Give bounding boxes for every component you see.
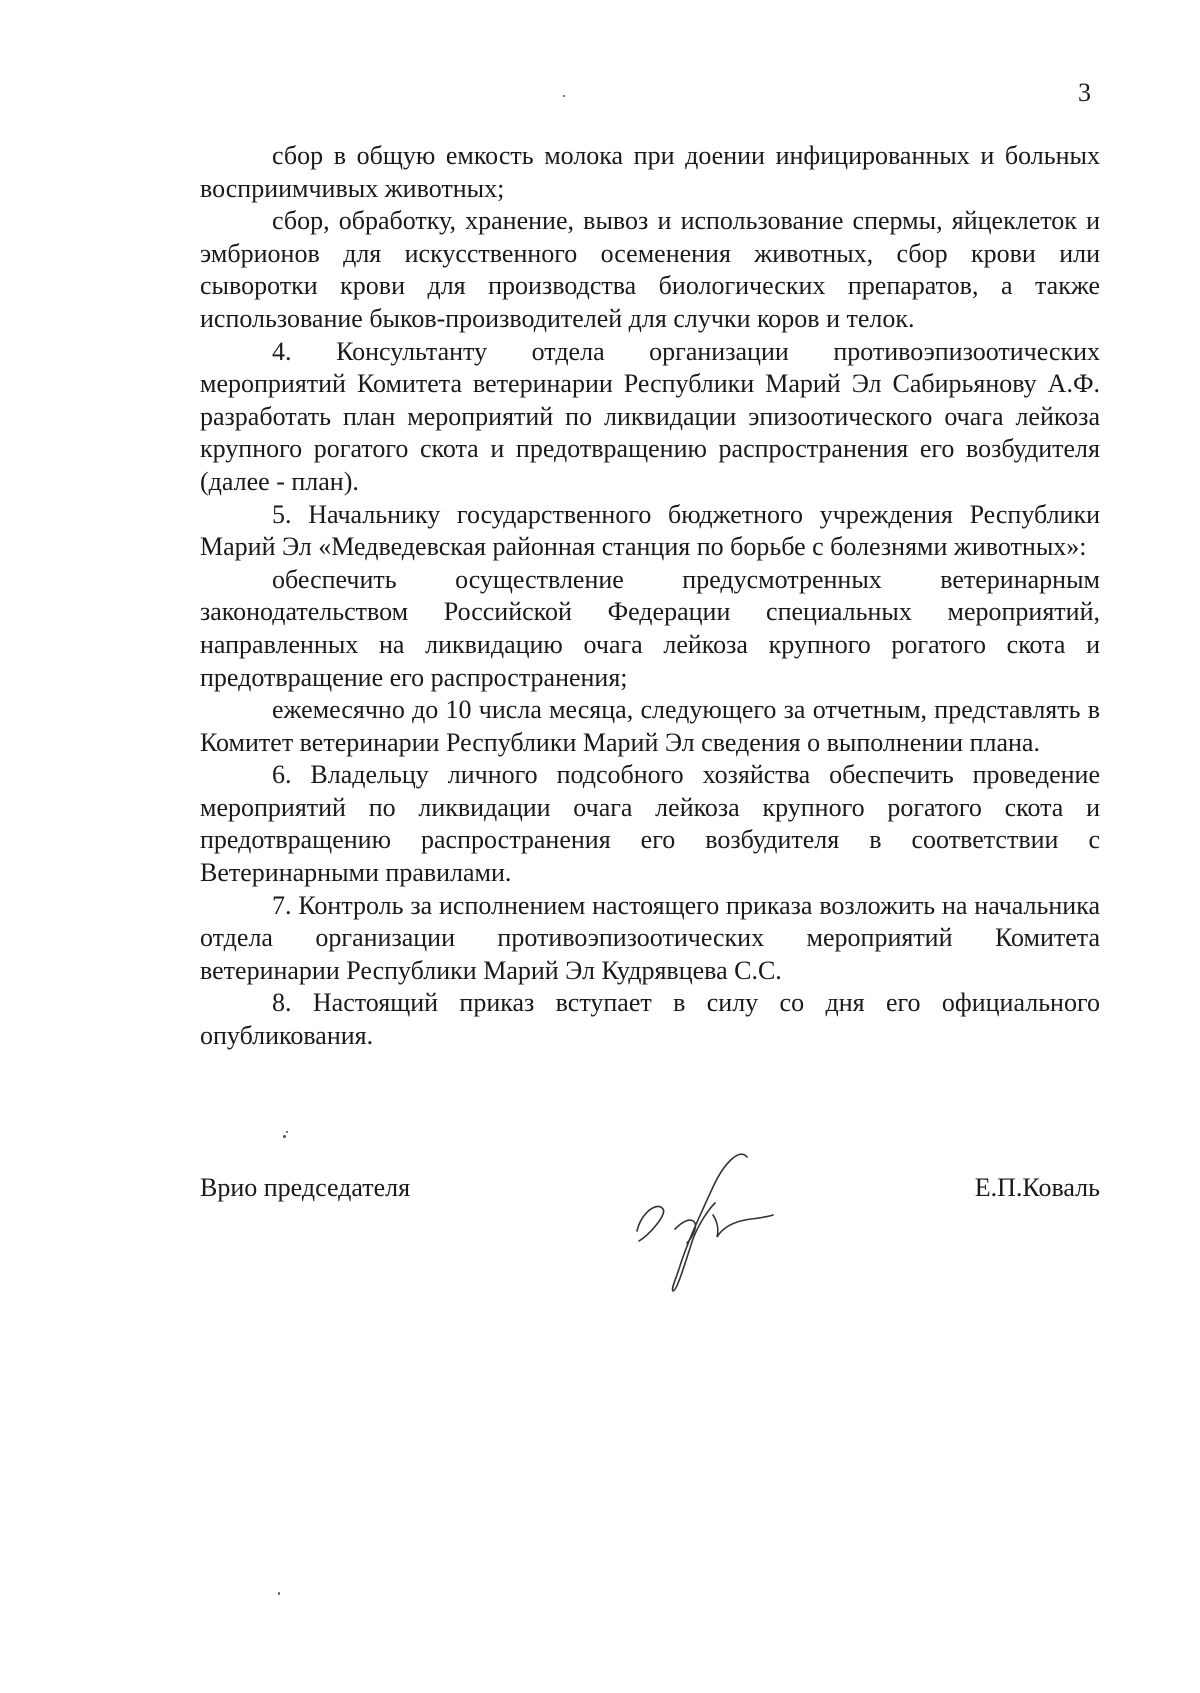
scan-speck [278,1592,280,1595]
paragraph-item-5-ensure: обеспечить осуществление предусмотренных ветеринарным законодательством Российской Федерации специальных мероприятий, направленных на ликвидацию очага лейкоза крупного рогатого скота и предотвращение его распространения; [200,564,1100,692]
scan-speck [283,1135,286,1138]
paragraph-item-8: 8. Настоящий приказ вступает в силу со дня его официального опубликования. [200,988,1100,1051]
paragraph-milk-collection: сбор в общую емкость молока при доении инфицированных и больных восприимчивых животных; [200,141,1100,203]
handwritten-signature [627,1143,777,1293]
paragraph-item-6: 6. Владельцу личного подсобного хозяйства обеспечить проведение мероприятий по ликвидации очага лейкоза крупного рогатого скота и предотвращению распространения его возбудителя в соответствии с Ветеринарными правилами. [200,760,1100,888]
signatory-name: Е.П.Коваль [974,1173,1100,1202]
paragraph-item-4: 4. Консультанту отдела организации противоэпизоотических мероприятий Комитета ветеринарии Республики Марий Эл Сабирьянову А.Ф. разработать план мероприятий по ликвидации эпизоотического очага лейкоза крупного рогатого скота и предотвращению распространения его возбудителя (далее - план). [200,336,1100,496]
document-body [200,140,1100,1053]
page-number: 3 [1078,78,1091,107]
paragraph-sperm-collection: сбор, обработку, хранение, вывоз и использование спермы, яйцеклеток и эмбрионов для искусственного осеменения животных, сбор крови или сыворотки крови для производства биологических препаратов, а также использование быков-производителей для случки коров и телок. [200,206,1100,333]
paragraph-item-5-monthly: ежемесячно до 10 числа месяца, следующего за отчетным, представлять в Комитет ветеринарии Республики Марий Эл сведения о выполнении плана. [200,695,1100,757]
signatory-position: Врио председателя [200,1173,411,1202]
scan-speck [563,95,565,97]
scan-speck [286,1131,288,1133]
paragraph-item-5: 5. Начальнику государственного бюджетного учреждения Республики Марий Эл «Медведевская районная станция по борьбе с болезнями животных»: [200,499,1100,562]
paragraph-item-7: 7. Контроль за исполнением настоящего приказа возложить на начальника отдела организации противоэпизоотических мероприятий Комитета ветеринарии Республики Марий Эл Кудрявцева С.С. [200,890,1100,985]
